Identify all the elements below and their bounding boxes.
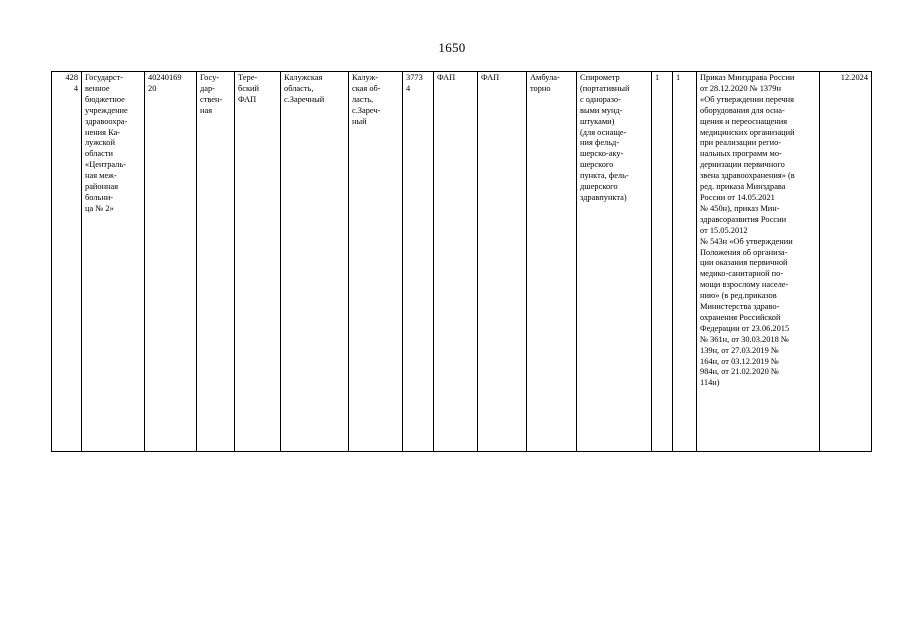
facility-type-cell: ФАП: [434, 72, 478, 452]
legal-basis-cell: Приказ Минздрава России от 28.12.2020 № 1379н «Об утверждении перечня оборудования для осна- щения и переоснащения медицинских организаций при реализации регио- нальных программ мо- дернизации первичного звена здравоохранения» (в ред. приказа Минздрава России от 14.05.2021 № 450н), приказ Мин- здравсоразвития России от 15.05.2012 № 543н «Об утверждении Положения об организа- ции оказания первичной медико-санитарной по- мощи взрослому населе- нию» (в ред.приказов Министерства здраво- охранения Российской Федерации от 23.06.2015 № 361н, от 30.03.2018 № 139н, от 27.03.2019 № 164н, от 03.12.2019 № 984н, от 21.02.2020 № 114н): [697, 72, 820, 452]
institution-name-cell: Государст- венное бюджетное учреждение здравоохра- нения Ка- лужской области «Централь- ная меж- районная больни- ца № 2»: [82, 72, 145, 452]
ownership-cell: Госу- дар- ствен- ная: [197, 72, 235, 452]
equipment-cell: Спирометр (портативный с одноразо- выми мунд- штуками) (для оснаще- ния фельд- шерско-аку- шерского пункта, фель- дшерского здравпункта): [577, 72, 652, 452]
unit-type-cell: ФАП: [478, 72, 527, 452]
facility-name-cell: Тере- бский ФАП: [235, 72, 281, 452]
page-number: 1650: [438, 40, 466, 55]
institution-code-cell: 40240169 20: [145, 72, 197, 452]
care-form-cell: Амбула- торно: [527, 72, 577, 452]
date-cell: 12.2024: [820, 72, 872, 452]
table-row: [52, 72, 872, 452]
row-number-cell: 428 4: [52, 72, 82, 452]
quantity-cell-2: 1: [673, 72, 697, 452]
settlement-cell: Калуж- ская об- ласть, с.Зареч- ный: [349, 72, 403, 452]
address-cell: Калужская область, с.Заречный: [281, 72, 349, 452]
registry-table: [51, 71, 872, 452]
quantity-cell: 1: [652, 72, 673, 452]
facility-code-cell: 3773 4: [403, 72, 434, 452]
